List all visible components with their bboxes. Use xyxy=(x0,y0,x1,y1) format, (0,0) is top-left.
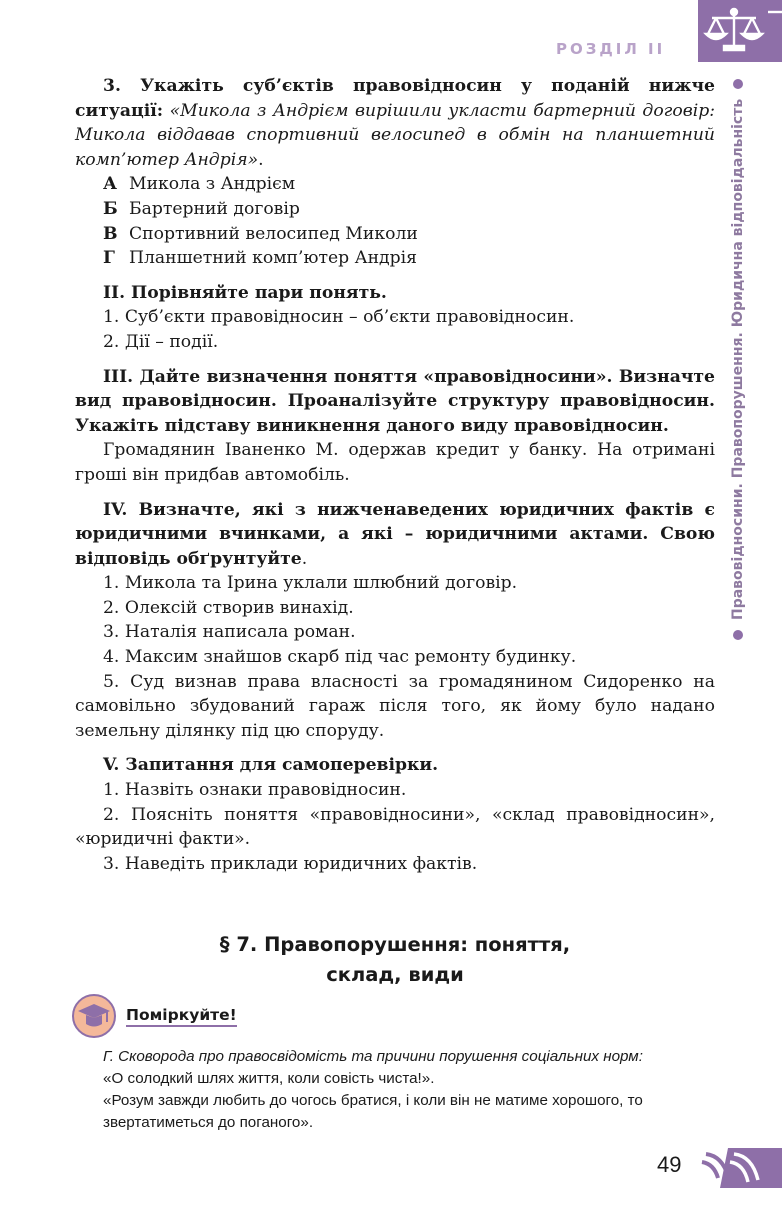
list-item: 3. Наталія написала роман. xyxy=(103,622,356,643)
section-heading xyxy=(75,930,715,990)
section-heading-line: склад, види xyxy=(326,963,464,986)
page-number: 49 xyxy=(657,1152,682,1177)
option-text: Микола з Андрієм xyxy=(129,174,296,195)
option-b xyxy=(75,197,715,222)
section-tab xyxy=(698,0,782,62)
list-item: 4. Максим знайшов скарб під час ремонту будинку. xyxy=(103,647,577,668)
list-item: 2. Олексій створив винахід. xyxy=(103,597,354,618)
quote-intro xyxy=(103,1046,733,1068)
task-5-title xyxy=(75,753,715,778)
graduation-cap-icon xyxy=(72,994,116,1038)
scales-icon xyxy=(698,0,782,62)
option-a xyxy=(75,172,715,197)
list-item: 5. Суд визнав права власності за громадянином Сидоренко на самовільно збудований гараж після того, як йому було надано земельну ділянку під цю споруду. xyxy=(75,671,715,741)
think-label: Поміркуйте! xyxy=(126,1006,237,1027)
bullet-dot xyxy=(733,630,743,640)
list-item: 2. Дії – події. xyxy=(103,331,219,352)
task-title: V. Запитання для самоперевірки. xyxy=(103,755,439,776)
task-title: ІІ. Порівняйте пари понять. xyxy=(103,282,387,303)
list-item: 1. Суб’єкти правовідносин – об’єкти правовідносин. xyxy=(103,307,575,328)
side-chapter-title xyxy=(725,80,751,640)
list-item: 3. Наведіть приклади юридичних фактів. xyxy=(103,853,478,874)
option-c xyxy=(75,222,715,247)
exercise-3-situation: «Микола з Андрієм вирішили укласти бартерний договір: Микола віддавав спортивний велосипед в обмін на планшетний комп’ютер Андрія» xyxy=(75,100,716,170)
think-block xyxy=(72,994,237,1038)
option-letter: А xyxy=(103,174,117,195)
punctuation: . xyxy=(301,548,308,569)
main-content xyxy=(75,74,715,876)
quote-line: «О солодкий шлях життя, коли совість чиста!». xyxy=(103,1070,435,1087)
punctuation: . xyxy=(258,149,264,170)
list-item: 1. Микола та Ірина уклали шлюбний договір. xyxy=(103,573,518,594)
task-4-title xyxy=(75,498,715,572)
bullet-dot xyxy=(733,79,743,89)
task-title: ІV. Визначте, які з нижченаведених юридичних фактів є юридичними вчинками, а які – юридичними актами. Свою відповідь обґрунтуйте xyxy=(75,499,715,569)
list-item: 1. Назвіть ознаки правовідносин. xyxy=(103,780,407,801)
task-title: ІІІ. Дайте визначення поняття «правовідносини». Визначте вид правовідносин. Проаналізуйте структуру правовідносин. Укажіть підставу виникнення даного виду правовідносин. xyxy=(75,366,715,436)
exercise-3-bold: 3. Укажіть суб’єктів правовідносин у поданій нижче ситуації: xyxy=(75,76,715,121)
option-d xyxy=(75,246,715,271)
task-2-title xyxy=(75,281,715,306)
option-letter: В xyxy=(103,223,118,244)
quote-block xyxy=(103,1046,733,1134)
task-3-title xyxy=(75,365,715,439)
option-letter: Г xyxy=(103,248,115,269)
exercise-3-question xyxy=(75,74,715,172)
section-label: РОЗДІЛ ІІ xyxy=(556,40,666,58)
option-text: Планшетний комп’ютер Андрія xyxy=(129,248,417,269)
option-text: Спортивний велосипед Миколи xyxy=(129,223,418,244)
side-chapter-title-text: Правовідносини. Правопорушення. Юридична відповідальність xyxy=(730,98,746,620)
task-3-text: Громадянин Іваненко М. одержав кредит у банку. На отримані гроші він придбав автомобіль. xyxy=(75,440,715,485)
quote-line: «Розум завжди любить до чогось братися, і коли він не матиме хорошого, то звертатиметься до поганого». xyxy=(103,1092,643,1131)
section-heading-line: § 7. Правопорушення: поняття, xyxy=(219,933,571,956)
option-text: Бартерний договір xyxy=(129,198,300,219)
option-letter: Б xyxy=(103,198,118,219)
quote-intro-text: Г. Сковорода про правосвідомість та причини порушення соціальних норм: xyxy=(103,1048,643,1065)
page-corner-decoration xyxy=(700,1148,782,1188)
list-item: 2. Поясніть поняття «правовідносини», «склад правовідносин», «юридичні факти». xyxy=(75,804,715,850)
